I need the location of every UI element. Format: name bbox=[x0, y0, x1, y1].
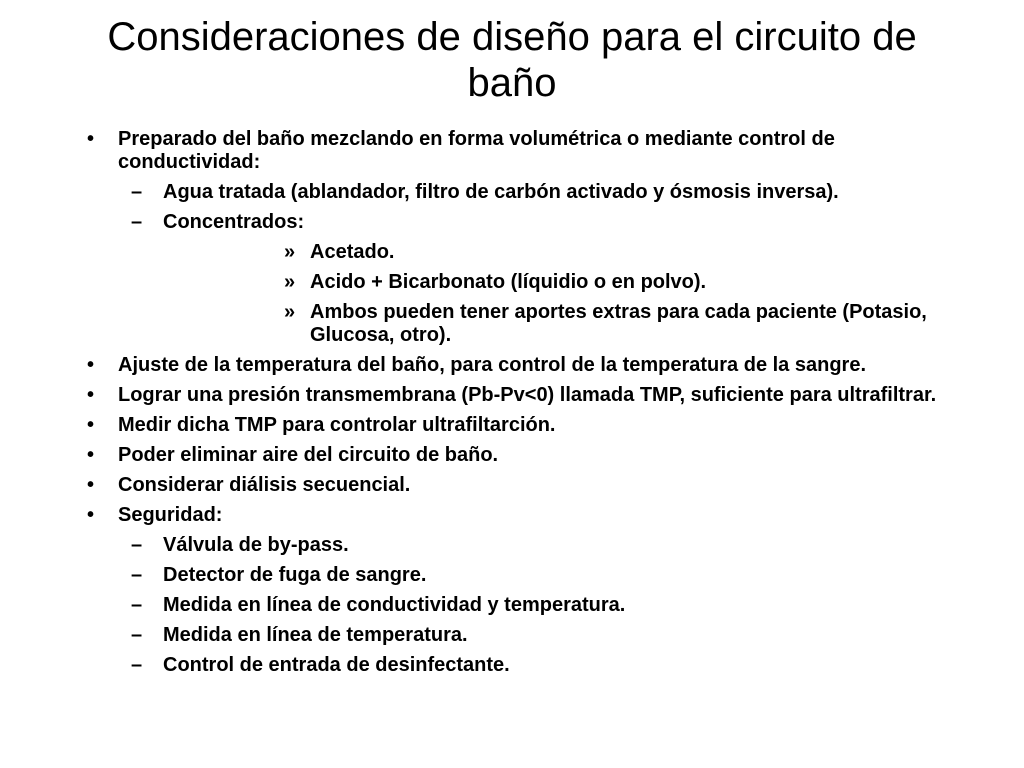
bullet-item bbox=[0, 504, 1024, 527]
bullet-text: Seguridad: bbox=[118, 504, 223, 526]
bullet-marker: • bbox=[87, 474, 95, 496]
dash-marker: – bbox=[131, 181, 143, 203]
guillemet-marker: » bbox=[284, 271, 296, 293]
bullet-list bbox=[0, 128, 1024, 684]
sub-sub-bullet-text: Acetado. bbox=[310, 241, 395, 263]
guillemet-marker: » bbox=[284, 241, 296, 263]
sub-bullet-item bbox=[0, 654, 1024, 677]
sub-bullet-text: Detector de fuga de sangre. bbox=[163, 564, 427, 586]
sub-bullet-item bbox=[0, 594, 1024, 617]
bullet-marker: • bbox=[87, 128, 95, 150]
bullet-item bbox=[0, 414, 1024, 437]
bullet-text: Considerar diálisis secuencial. bbox=[118, 474, 411, 496]
sub-bullet-text: Medida en línea de temperatura. bbox=[163, 624, 468, 646]
bullet-item bbox=[0, 444, 1024, 467]
sub-bullet-text: Agua tratada (ablandador, filtro de carbón activado y ósmosis inversa). bbox=[163, 181, 839, 203]
bullet-text: Medir dicha TMP para controlar ultrafiltarción. bbox=[118, 414, 556, 436]
bullet-marker: • bbox=[87, 504, 95, 526]
bullet-text: Poder eliminar aire del circuito de baño. bbox=[118, 444, 499, 466]
sub-sub-bullet-item bbox=[0, 271, 1024, 294]
sub-bullet-item bbox=[0, 181, 1024, 204]
sub-bullet-item bbox=[0, 624, 1024, 647]
sub-sub-bullet-text: Ambos pueden tener aportes extras para cada paciente (Potasio, Glucosa, otro). bbox=[310, 301, 927, 346]
sub-bullet-text: Medida en línea de conductividad y temperatura. bbox=[163, 594, 626, 616]
sub-bullet-text: Válvula de by-pass. bbox=[163, 534, 349, 556]
dash-marker: – bbox=[131, 594, 143, 616]
sub-sub-bullet-text: Acido + Bicarbonato (líquidio o en polvo). bbox=[310, 271, 707, 293]
sub-sub-bullet-item bbox=[0, 241, 1024, 264]
bullet-item bbox=[0, 384, 1024, 407]
bullet-text: Ajuste de la temperatura del baño, para control de la temperatura de la sangre. bbox=[118, 354, 866, 376]
dash-marker: – bbox=[131, 624, 143, 646]
sub-bullet-text: Control de entrada de desinfectante. bbox=[163, 654, 510, 676]
bullet-text: Preparado del baño mezclando en forma volumétrica o mediante control de conductividad: bbox=[118, 128, 835, 173]
dash-marker: – bbox=[131, 211, 143, 233]
bullet-marker: • bbox=[87, 444, 95, 466]
dash-marker: – bbox=[131, 534, 143, 556]
bullet-marker: • bbox=[87, 384, 95, 406]
sub-sub-bullet-item bbox=[0, 301, 1024, 347]
dash-marker: – bbox=[131, 654, 143, 676]
bullet-item bbox=[0, 128, 1024, 174]
bullet-text: Lograr una presión transmembrana (Pb-Pv<0) llamada TMP, suficiente para ultrafiltrar. bbox=[118, 384, 937, 406]
guillemet-marker: » bbox=[284, 301, 296, 323]
bullet-item bbox=[0, 354, 1024, 377]
slide-title: Consideraciones de diseño para el circuito de baño bbox=[107, 15, 917, 105]
sub-bullet-item bbox=[0, 211, 1024, 234]
bullet-marker: • bbox=[87, 414, 95, 436]
sub-bullet-text: Concentrados: bbox=[163, 211, 305, 233]
bullet-marker: • bbox=[87, 354, 95, 376]
sub-bullet-item bbox=[0, 534, 1024, 557]
dash-marker: – bbox=[131, 564, 143, 586]
sub-bullet-item bbox=[0, 564, 1024, 587]
bullet-item bbox=[0, 474, 1024, 497]
